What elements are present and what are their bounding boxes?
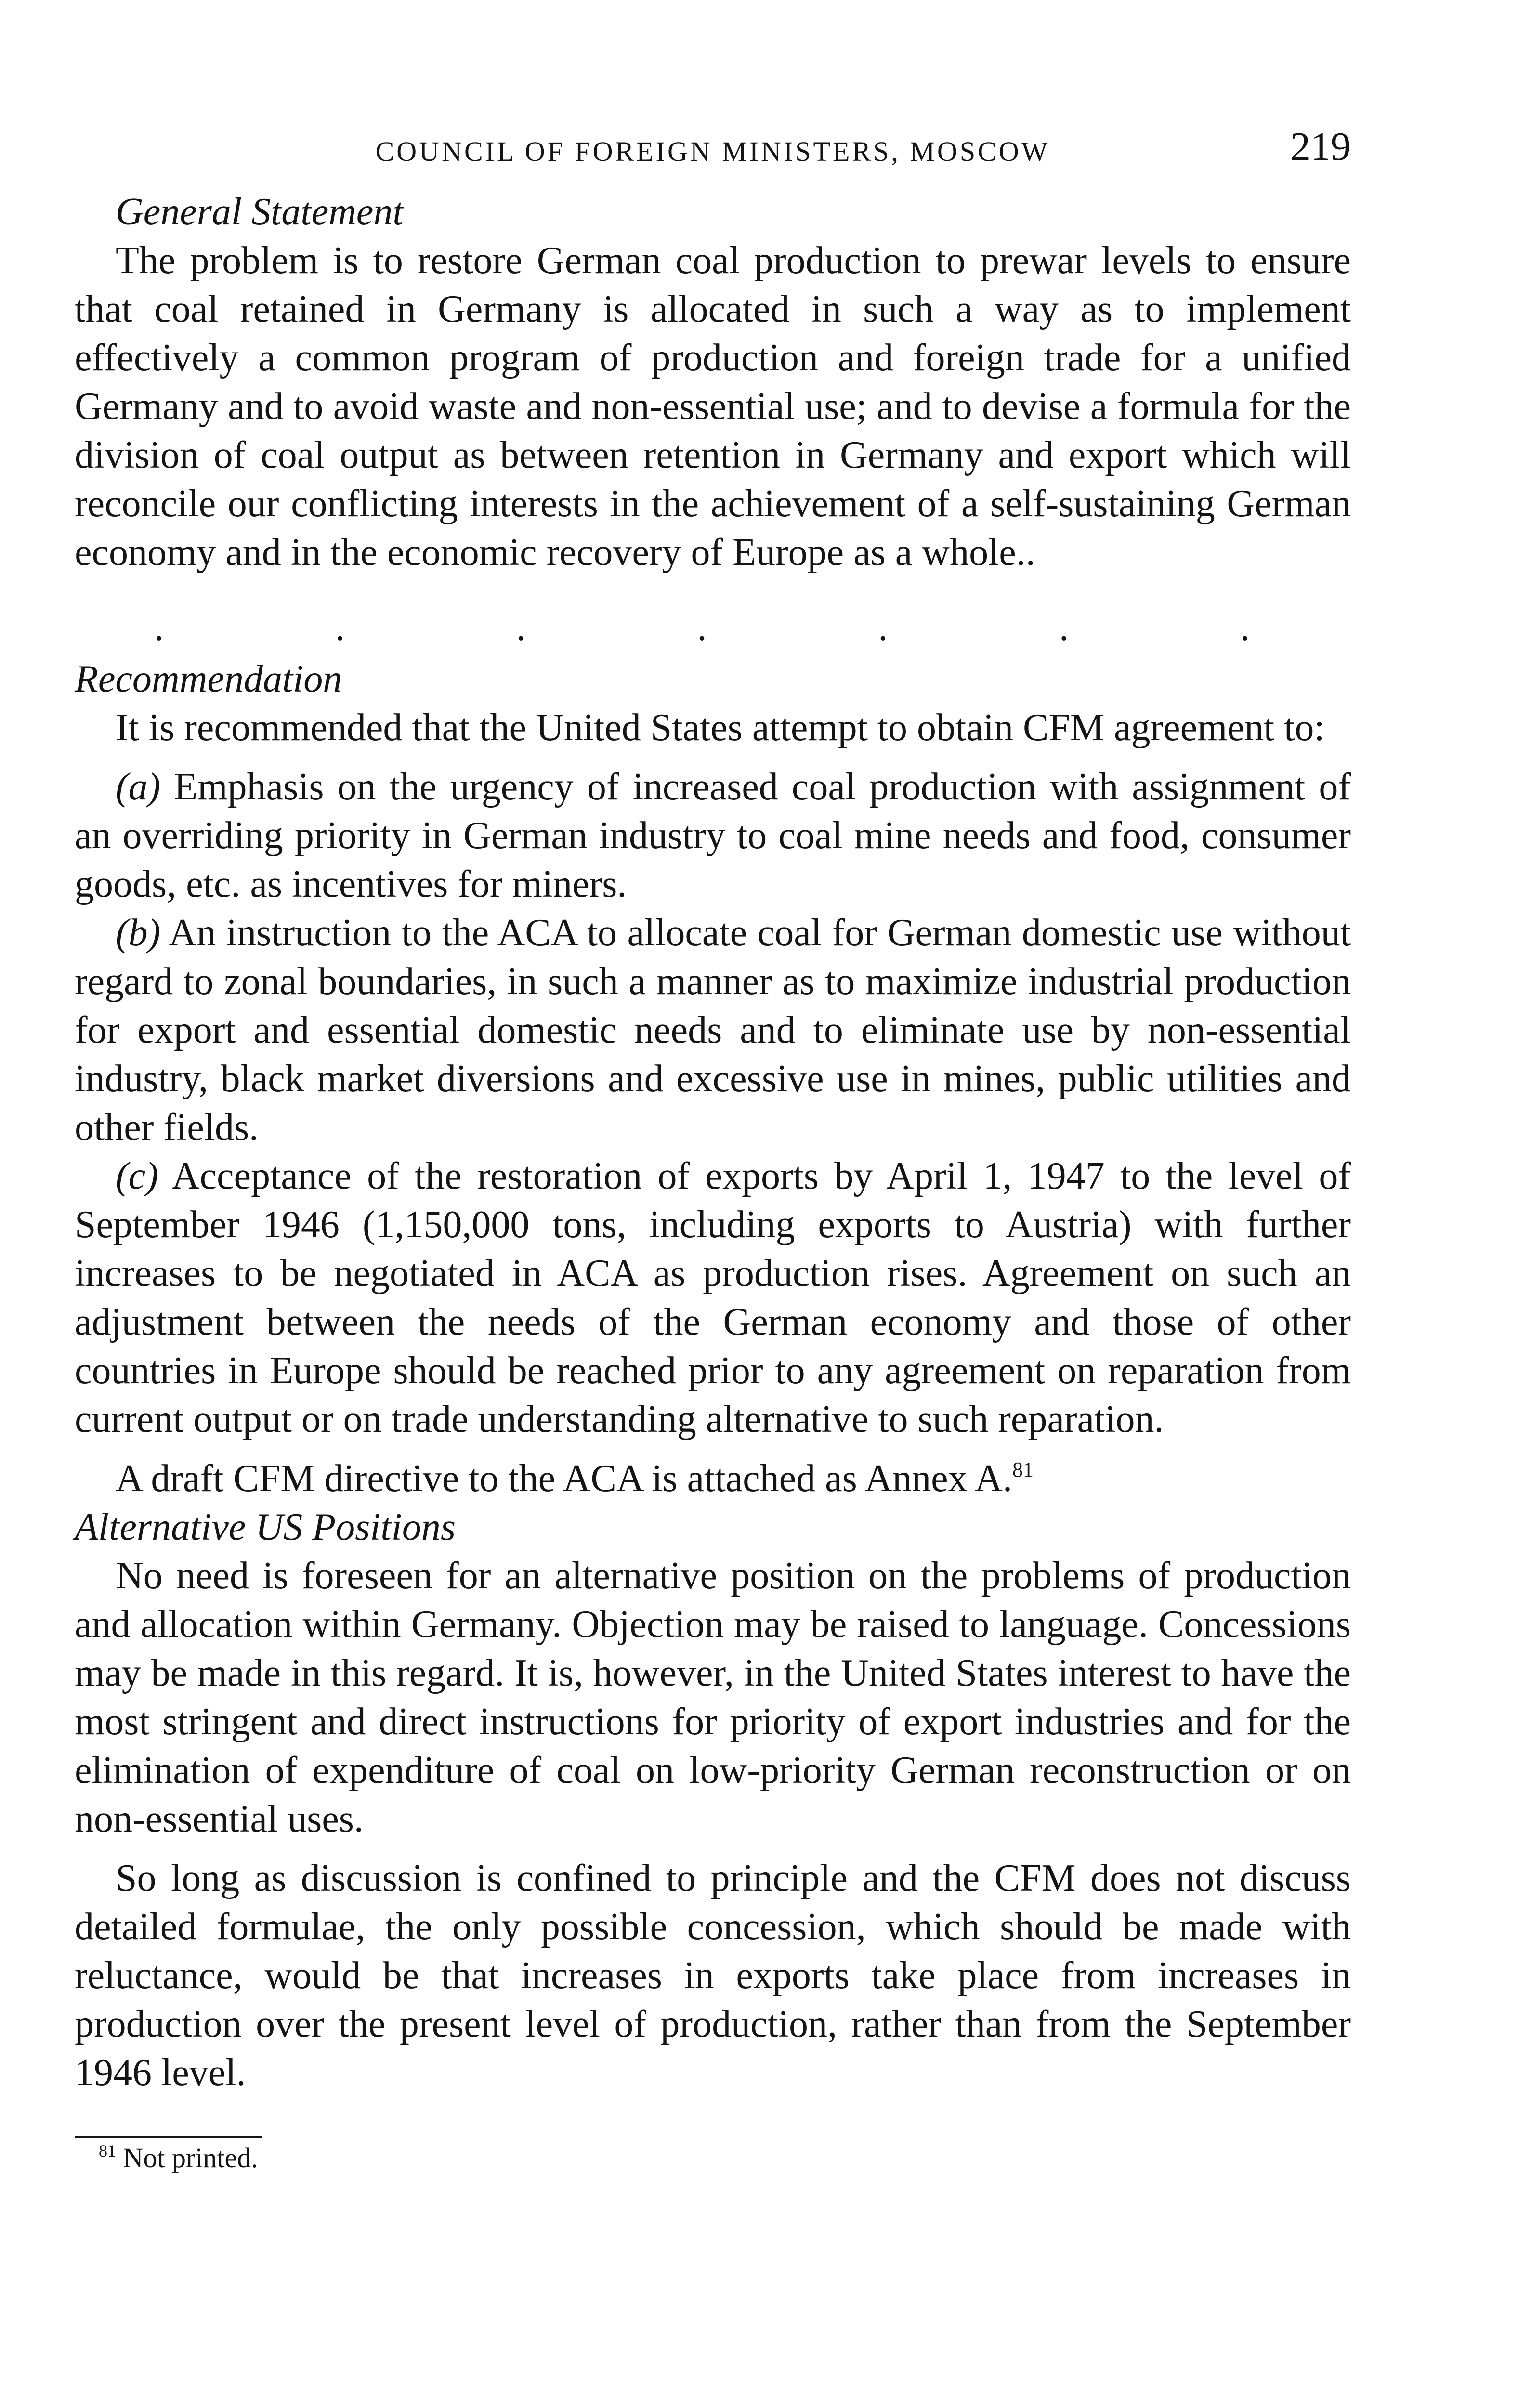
item-letter: (a) — [116, 766, 161, 808]
footnote-rule — [75, 2136, 262, 2138]
page-number: 219 — [1290, 124, 1351, 169]
ellipsis-dot: . — [697, 606, 707, 649]
alternative-paragraph: So long as discussion is confined to principle and the CFM does not discuss detailed formulae, the only possible concession, which should be made with reluctance, would be that increases in exports take place from increases in production over the present level of production, rather than from the September 1946 level. — [75, 1857, 1351, 2094]
ellipsis-dot: . — [335, 606, 345, 649]
running-title: COUNCIL OF FOREIGN MINISTERS, MOSCOW — [375, 136, 1050, 167]
footnote-text: Not printed. — [123, 2142, 258, 2173]
section-heading-general-statement: General Statement — [116, 191, 404, 233]
recommendation-item — [75, 909, 1351, 1152]
recommendation-item — [75, 763, 1351, 909]
running-head — [75, 120, 1351, 188]
item-text: Acceptance of the restoration of exports by April 1, 1947 to the level of September 1946 (1,150,000 tons, including exports to Austria) with further increases to be negotiated in ACA as production rises. Agreement on such an adjustment between the needs of the German economy and those of other countries in Europe should be reached prior to any agreement on reparation from current output or on trade understanding alternative to such reparation. — [75, 1155, 1351, 1440]
recommendation-intro: It is recommended that the United States attempt to obtain CFM agreement to: — [116, 707, 1325, 749]
ellipsis-dot: . — [878, 606, 888, 649]
alternative-paragraph: No need is foreseen for an alternative position on the problems of production and allocation within Germany. Objection may be raised to language. Concessions may be made in this regard. It is, however, in the United States interest to have the most stringent and direct instructions for priority of export industries and for the elimination of expenditure of coal on low-priority German reconstruction or on non-essential uses. — [75, 1555, 1351, 1840]
section-heading-alternative-positions: Alternative US Positions — [75, 1506, 456, 1548]
section-heading-recommendation: Recommendation — [75, 658, 342, 700]
item-letter: (b) — [116, 912, 161, 954]
recommendation-item — [75, 1152, 1351, 1444]
item-letter: (c) — [116, 1155, 158, 1197]
general-statement-paragraph: The problem is to restore German coal production to prewar levels to ensure that coal retained in Germany is allocated in such a way as to implement effectively a common program of production and foreign trade for a unified Germany and to avoid waste and non-essential use; and to devise a formula for the division of coal output as between retention in Germany and export which will reconcile our conflicting interests in the achievement of a self-sustaining German economy and in the economic recovery of Europe as a whole.. — [75, 239, 1351, 574]
document-page — [75, 120, 1351, 2175]
draft-note — [75, 1454, 1351, 1503]
footnote-reference: 81 — [1012, 1458, 1034, 1482]
ellipsis-dot: . — [1240, 606, 1250, 649]
ellipsis-dots — [75, 577, 1351, 649]
draft-note-text: A draft CFM directive to the ACA is attached as Annex A. — [116, 1457, 1012, 1500]
ellipsis-dot: . — [1059, 606, 1069, 649]
ellipsis-dot: . — [154, 606, 164, 649]
item-text: An instruction to the ACA to allocate coal for German domestic use without regard to zonal boundaries, in such a manner as to maximize industrial production for export and essential domestic needs and to eliminate use by non-essential industry, black market diversions and excessive use in mines, public utilities and other fields. — [75, 912, 1351, 1149]
ellipsis-dot: . — [516, 606, 526, 649]
footnote-marker: 81 — [99, 2141, 116, 2160]
item-text: Emphasis on the urgency of increased coal production with assignment of an overriding priority in German industry to coal mine needs and food, consumer goods, etc. as incentives for miners. — [75, 766, 1351, 905]
footnote — [75, 2141, 1351, 2175]
